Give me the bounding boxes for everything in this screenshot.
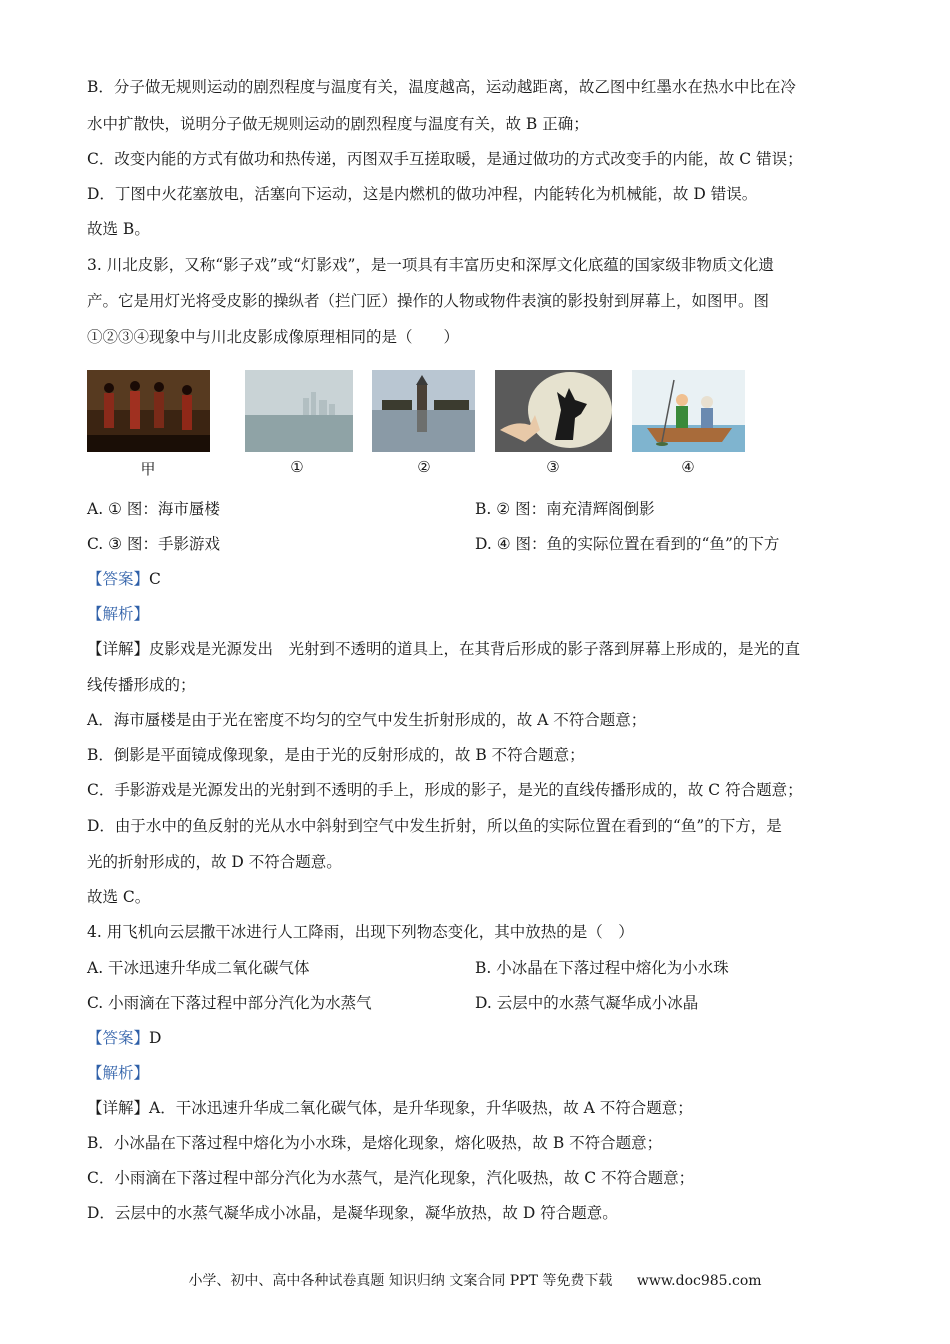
q4-option-a: A. 干冰迅速升华成二氧化碳气体 xyxy=(87,959,310,977)
q4-analysis-tag: 【解析】 xyxy=(87,1064,150,1082)
question-3-stem: ①②③④现象中与川北皮影成像原理相同的是（ ） xyxy=(87,328,460,346)
q4-detail-d: D．云层中的水蒸气凝华成小冰晶，是凝华现象，凝华放热，故 D 符合题意。 xyxy=(87,1204,618,1222)
conclusion-line: 故选 B。 xyxy=(87,220,150,238)
q4-option-c: C. 小雨滴在下落过程中部分汽化为水蒸气 xyxy=(87,994,372,1012)
q3-option-c: C. ③ 图：手影游戏 xyxy=(87,535,220,553)
text-line: 水中扩散快，说明分子做无规则运动的剧烈程度与温度有关，故 B 正确； xyxy=(87,115,589,133)
figure-caption: 甲 xyxy=(140,460,156,478)
q4-detail-b: B．小冰晶在下落过程中熔化为小水珠，是熔化现象，熔化吸热，故 B 不符合题意； xyxy=(87,1134,663,1152)
footer-text: 小学、初中、高中各种试卷真题 知识归纳 文案合同 PPT 等免费下载 xyxy=(188,1273,613,1289)
q3-detail-line xyxy=(87,638,800,660)
shadow-puppet-image xyxy=(87,370,210,452)
pavilion-reflection-image xyxy=(372,370,475,452)
q3-option-b: B. ② 图：南充清辉阁倒影 xyxy=(475,500,655,518)
q3-option-d: D. ④ 图：鱼的实际位置在看到的“鱼”的下方 xyxy=(475,535,780,553)
q4-option-d: D. 云层中的水蒸气凝华成小冰晶 xyxy=(475,994,699,1012)
q4-detail-a xyxy=(87,1097,693,1119)
answer-tag: 【答案】 xyxy=(87,570,150,588)
page-footer xyxy=(0,1270,950,1290)
figure-caption: ① xyxy=(290,458,304,476)
mirage-image xyxy=(245,370,353,452)
detail-text: A．干冰迅速升华成二氧化碳气体，是升华现象，升华吸热，故 A 不符合题意； xyxy=(149,1099,693,1117)
q4-option-b: B. 小冰晶在下落过程中熔化为小水珠 xyxy=(475,959,729,977)
figure-caption: ② xyxy=(417,458,431,476)
q4-answer xyxy=(87,1027,161,1049)
question-3-stem: 3. 川北皮影，又称“影子戏”或“灯影戏”，是一项具有丰富历史和深厚文化底蕴的国家级非物质文化遗 xyxy=(87,256,774,274)
answer-value: C xyxy=(149,570,161,588)
answer-tag: 【答案】 xyxy=(87,1029,150,1047)
q3-detail-c: C．手影游戏是光源发出的光射到不透明的手上，形成的影子，是光的直线传播形成的，故 C 符合题意； xyxy=(87,781,803,799)
question-4-stem: 4. 用飞机向云层撒干冰进行人工降雨，出现下列物态变化，其中放热的是（ ） xyxy=(87,923,634,941)
answer-value: D xyxy=(149,1029,162,1047)
q3-detail-d: D．由于水中的鱼反射的光从水中斜射到空气中发生折射，所以鱼的实际位置在看到的“鱼”的下方，是 xyxy=(87,817,782,835)
detail-tag: 【详解】 xyxy=(87,640,150,658)
footer-link[interactable]: www.doc985.com xyxy=(636,1273,762,1289)
detail-tag: 【详解】 xyxy=(87,1099,150,1117)
figure-caption: ③ xyxy=(546,458,560,476)
q3-detail-line: 线传播形成的； xyxy=(87,676,196,694)
text-line: B．分子做无规则运动的剧烈程度与温度有关，温度越高，运动越距离，故乙图中红墨水在热水中比在冷 xyxy=(87,78,796,96)
detail-text: 皮影戏是光源发出 光射到不透明的道具上，在其背后形成的影子落到屏幕上形成的，是光的直 xyxy=(149,640,801,658)
question-3-stem: 产。它是用灯光将受皮影的操纵者（拦门匠）操作的人物或物件表演的影投射到屏幕上，如图甲。图 xyxy=(87,292,770,310)
text-line: D．丁图中火花塞放电，活塞向下运动，这是内燃机的做功冲程，内能转化为机械能，故 D 错误。 xyxy=(87,185,758,203)
q3-option-a: A. ① 图：海市蜃楼 xyxy=(87,500,220,518)
text-line: C．改变内能的方式有做功和热传递，丙图双手互搓取暖，是通过做功的方式改变手的内能，故 C 错误； xyxy=(87,150,803,168)
q3-analysis-tag: 【解析】 xyxy=(87,605,150,623)
q3-detail-d: 光的折射形成的，故 D 不符合题意。 xyxy=(87,853,342,871)
fishing-boat-image xyxy=(632,370,745,452)
q3-conclusion: 故选 C。 xyxy=(87,888,151,906)
q3-answer xyxy=(87,568,161,590)
q3-detail-b: B．倒影是平面镜成像现象，是由于光的反射形成的，故 B 不符合题意； xyxy=(87,746,585,764)
q3-detail-a: A．海市蜃楼是由于光在密度不均匀的空气中发生折射形成的，故 A 不符合题意； xyxy=(87,711,647,729)
q4-detail-c: C．小雨滴在下落过程中部分汽化为水蒸气，是汽化现象，汽化吸热，故 C 不符合题意； xyxy=(87,1169,695,1187)
hand-shadow-image xyxy=(495,370,612,452)
figure-caption: ④ xyxy=(681,458,695,476)
